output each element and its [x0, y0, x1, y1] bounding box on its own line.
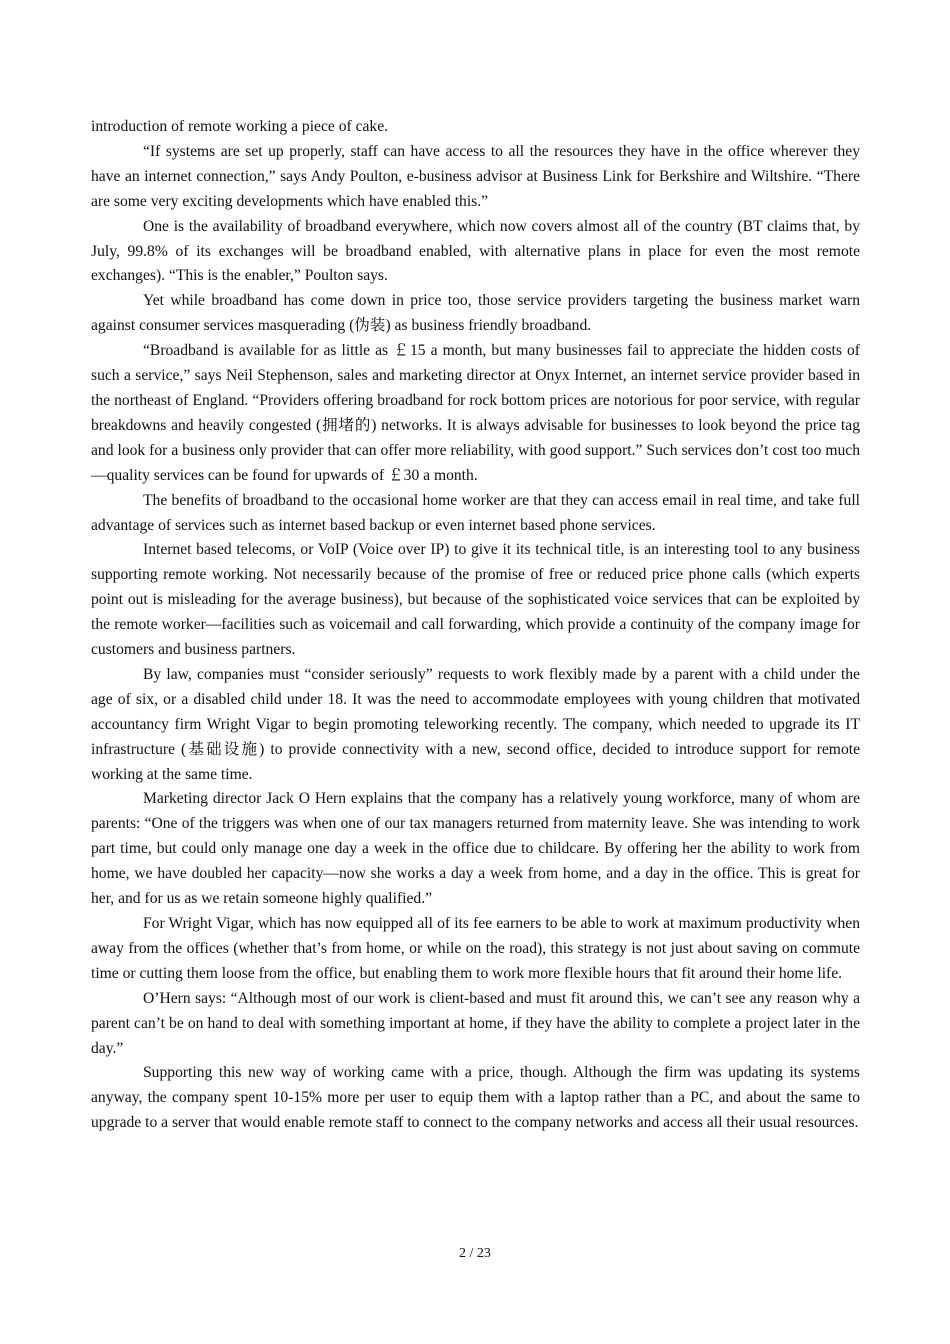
- paragraph-cost-of-change: Supporting this new way of working came with a price, though. Although the firm was updating its systems anyway, the company spent 10-15% more per user to equip them with a laptop rather than a PC, and about the same to upgrade to a server that would enable remote staff to connect to the company networks and access all their usual resources.: [91, 1064, 860, 1132]
- paragraph-voip: Internet based telecoms, or VoIP (Voice over IP) to give it its technical title, is an interesting tool to any business supporting remote working. Not necessarily because of the promise of free or reduced price phone calls (which experts point out is misleading for the average business), but because of the sophisticated voice services that can be exploited by the remote worker—facilities such as voicemail and call forwarding, which provide a continuity of the company image for customers and business partners.: [91, 541, 860, 659]
- paragraph-wright-vigar-strategy: For Wright Vigar, which has now equipped all of its fee earners to be able to work at maximum productivity when away from the offices (whether that’s from home, or while on the road), this strategy is not just about saving on commute time or cutting them loose from the office, but enabling them to work more flexible hours that fit around their home life.: [91, 915, 860, 982]
- paragraph-broadband-benefits: The benefits of broadband to the occasional home worker are that they can access email in real time, and take full advantage of services such as internet based backup or even internet based phone services.: [91, 491, 860, 534]
- paragraph-poulton-quote: “If systems are set up properly, staff can have access to all the resources they have in the office wherever they have an internet connection,” says Andy Poulton, e-business advisor at Business Link for Berkshire and Wiltshire. “There are some very exciting developments which have enabled this.”: [91, 142, 860, 210]
- paragraph-consumer-services: Yet while broadband has come down in price too, those service providers targeting the business market warn against consumer services masquerading (伪装) as business friendly broadband.: [91, 292, 860, 335]
- paragraph-ohern-explains: Marketing director Jack O Hern explains that the company has a relatively young workforce, many of whom are parents: “One of the triggers was when one of our tax managers returned from maternity leave. She was intending to work part time, but could only manage one day a week in the office due to childcare. By offering her the ability to work from home, we have doubled her capacity—now she works a day a week from home, and a day in the office. This is great for her, and for us as we retain someone highly qualified.”: [91, 790, 860, 908]
- paragraph-continuation: introduction of remote working a piece of cake.: [91, 118, 389, 135]
- paragraph-broadband-availability: One is the availability of broadband everywhere, which now covers almost all of the country (BT claims that, by July, 99.8% of its exchanges will be broadband enabled, with alternative plans in place for even the most remote exchanges). “This is the enabler,” Poulton says.: [91, 217, 860, 285]
- document-body: [91, 115, 860, 1136]
- paragraph-flexible-work-law: By law, companies must “consider seriously” requests to work flexibly made by a parent with a child under the age of six, or a disabled child under 18. It was the need to accommodate employees with young children that motivated accountancy firm Wright Vigar to begin promoting teleworking recently. The company, which needed to upgrade its IT infrastructure (基础设施) to provide connectivity with a new, second office, decided to introduce support for remote working at the same time.: [91, 665, 860, 783]
- paragraph-stephenson-quote: “Broadband is available for as little as ￡15 a month, but many businesses fail to appreciate the hidden costs of such a service,” says Neil Stephenson, sales and marketing director at Onyx Internet, an internet service provider based in the northeast of England. “Providers offering broadband for rock bottom prices are notorious for poor service, with regular breakdowns and heavily congested (拥堵的) networks. It is always advisable for businesses to look beyond the price tag and look for a business only provider that can offer more reliability, with good support.” Such services don’t cost too much—quality services can be found for upwards of ￡30 a month.: [91, 342, 860, 484]
- paragraph-ohern-says: O’Hern says: “Although most of our work is client-based and must fit around this, we can’t see any reason why a parent can’t be on hand to deal with something important at home, if they have the ability to complete a project later in the day.”: [91, 989, 860, 1057]
- page-number: 2 / 23: [459, 1246, 491, 1261]
